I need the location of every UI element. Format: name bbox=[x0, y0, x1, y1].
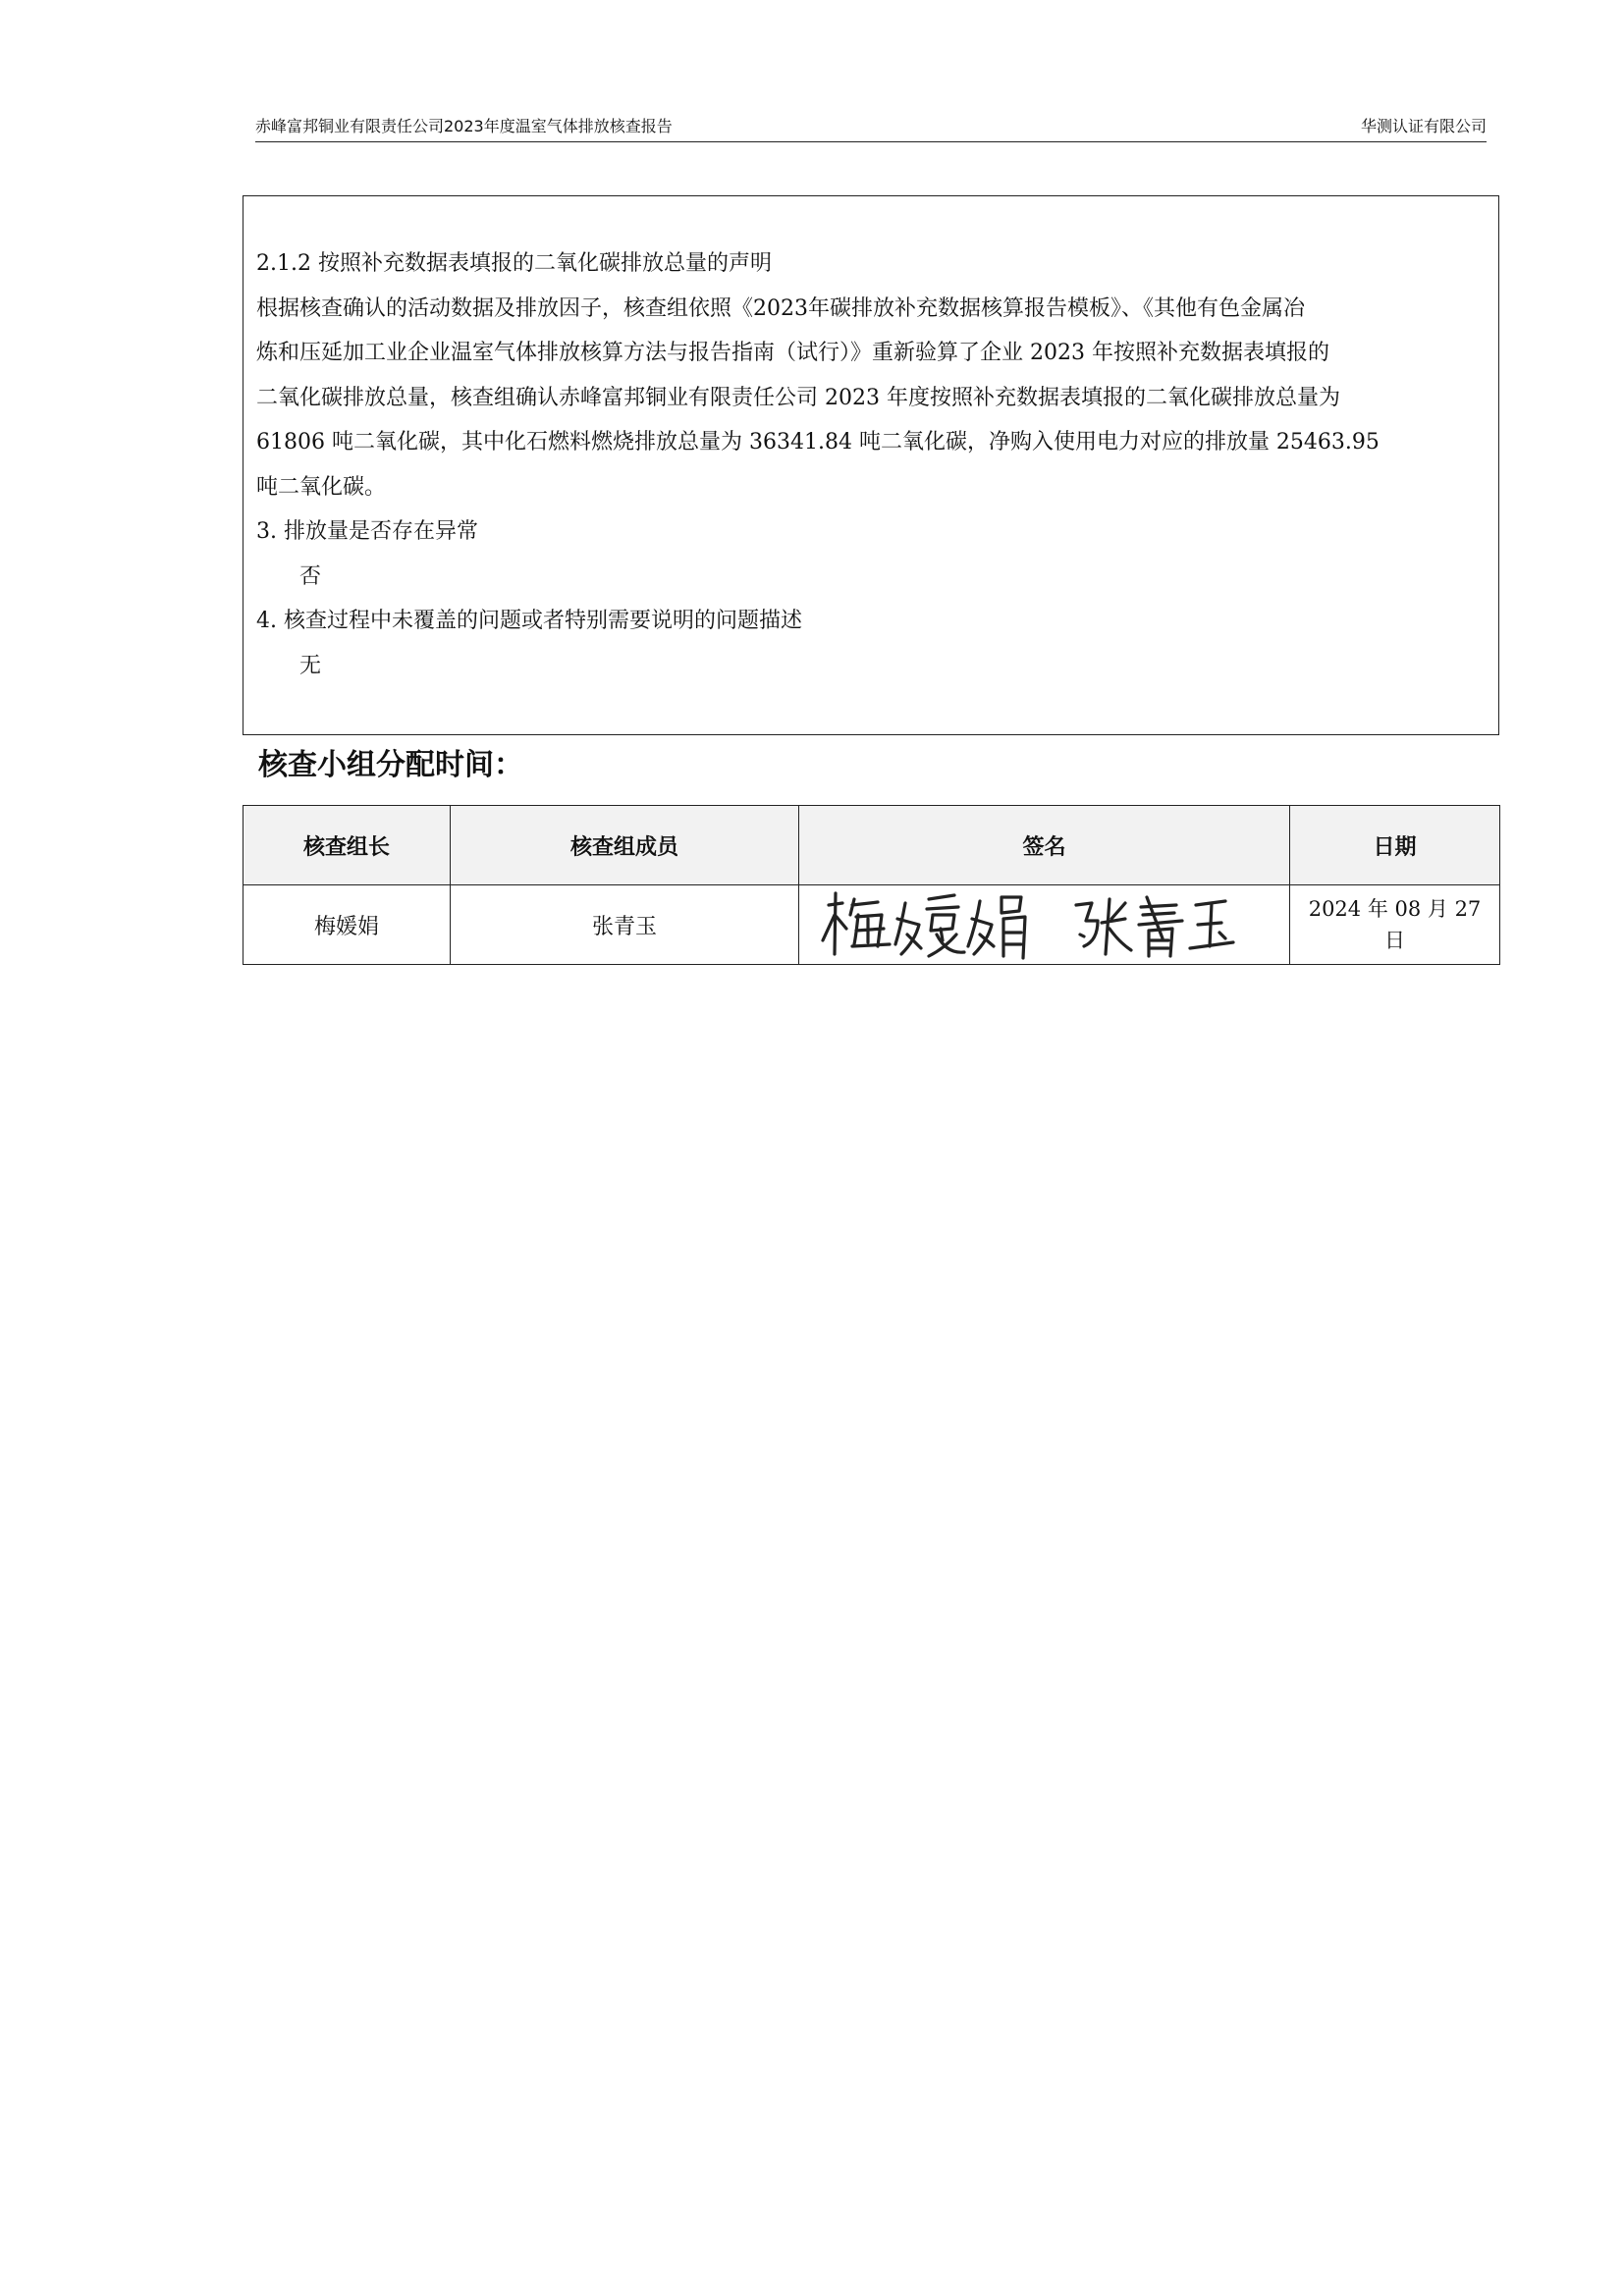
leader-name: 梅媛娟 bbox=[244, 885, 451, 965]
statement-line-4: 61806 吨二氧化碳，其中化石燃料燃烧排放总量为 36341.84 吨二氧化碳，净购入使用电力对应的排放量 25463.95 bbox=[256, 430, 1380, 454]
statement-line-1: 根据核查确认的活动数据及排放因子，核查组依照《2023年碳排放补充数据核算报告模板》、《其他有色金属冶 bbox=[256, 295, 1305, 321]
answer-4: 无 bbox=[299, 653, 322, 678]
team-table-header-row bbox=[244, 806, 1500, 885]
header-report-title: 赤峰富邦铜业有限责任公司2023年度温室气体排放核查报告 bbox=[255, 117, 673, 135]
handwritten-signature bbox=[799, 885, 1289, 964]
date-cell: 2024 年 08 月 27 日 bbox=[1290, 885, 1500, 965]
statement-line-3: 二氧化碳排放总量，核查组确认赤峰富邦铜业有限责任公司 2023 年度按照补充数据表填报的二氧化碳排放总量为 bbox=[256, 385, 1340, 410]
statement-heading: 2.1.2 按照补充数据表填报的二氧化碳排放总量的声明 bbox=[256, 251, 772, 276]
header-signature: 签名 bbox=[799, 806, 1290, 885]
question-4: 4. 核查过程中未覆盖的问题或者特别需要说明的问题描述 bbox=[256, 609, 802, 633]
page-header bbox=[255, 114, 1487, 142]
header-leader: 核查组长 bbox=[244, 806, 451, 885]
statement-line-5: 吨二氧化碳。 bbox=[256, 474, 387, 500]
statement-line-2: 炼和压延加工业企业温室气体排放核算方法与报告指南（试行）》重新验算了企业 2023 年按照补充数据表填报的 bbox=[256, 341, 1329, 365]
table-row bbox=[244, 885, 1500, 965]
answer-3: 否 bbox=[299, 563, 322, 589]
team-section-title: 核查小组分配时间： bbox=[258, 748, 523, 782]
header-company: 华测认证有限公司 bbox=[1360, 117, 1487, 135]
statement-box bbox=[243, 195, 1499, 735]
team-table bbox=[243, 805, 1500, 965]
signature-image bbox=[799, 885, 1290, 964]
header-member: 核查组成员 bbox=[451, 806, 799, 885]
header-date: 日期 bbox=[1290, 806, 1500, 885]
member-name: 张青玉 bbox=[451, 885, 799, 965]
signature-cell bbox=[799, 885, 1290, 965]
question-3: 3. 排放量是否存在异常 bbox=[256, 519, 478, 544]
